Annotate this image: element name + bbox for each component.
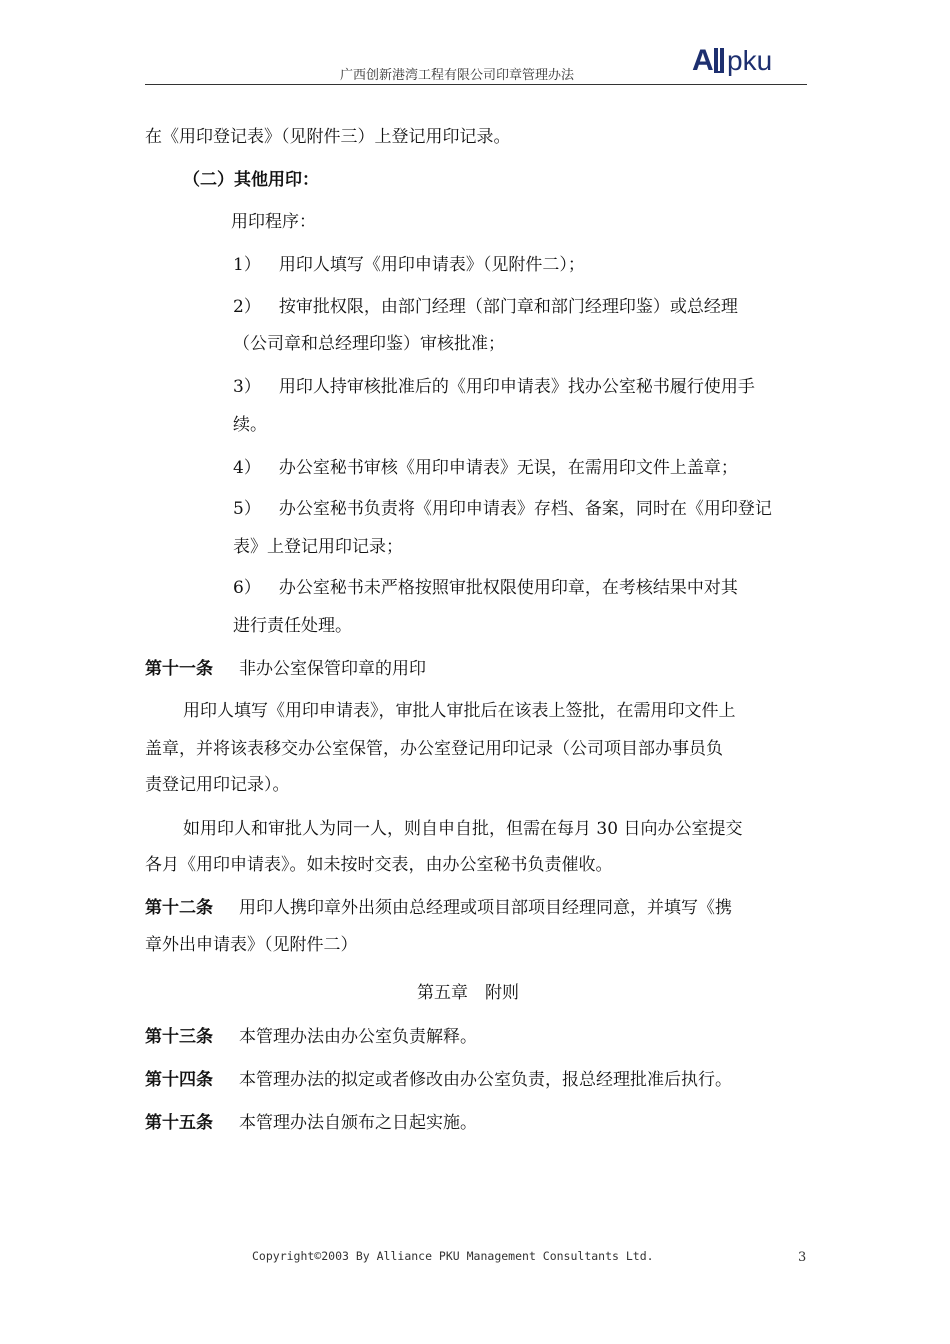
section-heading-other-use: （二）其他用印： [183, 170, 319, 190]
step-5 [233, 499, 772, 519]
logo-letter-a: A [692, 44, 714, 76]
step-6 [233, 578, 738, 598]
step-1 [233, 255, 585, 275]
article-13 [145, 1027, 477, 1047]
step-3-continued: 续。 [233, 415, 267, 435]
step-4 [233, 458, 738, 478]
article-label: 第十二条 [145, 898, 213, 918]
article-text: 本管理办法的拟定或者修改由办公室负责，报总经理批准后执行。 [239, 1070, 732, 1090]
article-11-paragraph-2-line-1: 如用印人和审批人为同一人，则自申自批，但需在每月 30 日向办公室提交 [183, 819, 743, 839]
step-number: 3） [233, 377, 261, 397]
header-rule [145, 84, 807, 85]
article-text: 用印人携印章外出须由总经理或项目部项目经理同意，并填写《携 [239, 898, 732, 918]
logo-bar-2 [720, 48, 724, 71]
step-number: 1） [233, 255, 261, 275]
article-label: 第十四条 [145, 1070, 213, 1090]
article-text: 本管理办法自颁布之日起实施。 [239, 1113, 477, 1133]
step-text: 用印人持审核批准后的《用印申请表》找办公室秘书履行使用手 [278, 377, 755, 397]
logo-text-pku: pku [727, 45, 773, 76]
chapter-5-heading: 第五章 附则 [417, 983, 519, 1003]
article-15 [145, 1113, 477, 1133]
step-text: 办公室秘书负责将《用印申请表》存档、备案，同时在《用印登记 [278, 499, 772, 519]
article-label: 第十一条 [145, 659, 213, 679]
step-text: 办公室秘书未严格按照审批权限使用印章，在考核结果中对其 [278, 578, 738, 598]
step-number: 2） [233, 297, 261, 317]
article-label: 第十三条 [145, 1027, 213, 1047]
logo-bar-1 [714, 48, 718, 71]
article-11-heading [145, 659, 426, 679]
article-11-paragraph-2-line-2: 各月《用印申请表》。如未按时交表，由办公室秘书负责催收。 [145, 855, 613, 875]
procedure-label: 用印程序： [231, 212, 316, 232]
page-number: 3 [798, 1250, 807, 1265]
step-5-continued: 表》上登记用印记录； [233, 537, 403, 557]
alliance-pku-logo [690, 40, 808, 76]
step-text: 办公室秘书审核《用印申请表》无误，在需用印文件上盖章； [278, 458, 738, 478]
step-text: 按审批权限，由部门经理（部门章和部门经理印鉴）或总经理 [278, 297, 738, 317]
step-number: 5） [233, 499, 261, 519]
article-label: 第十五条 [145, 1113, 213, 1133]
article-14 [145, 1070, 732, 1090]
article-11-paragraph-1-line-3: 责登记用印记录）。 [145, 775, 290, 795]
article-12-heading [145, 898, 732, 918]
footer-copyright: Copyright©2003 By Alliance PKU Management Consultants Ltd. [252, 1249, 654, 1263]
step-2 [233, 297, 738, 317]
step-2-continued: （公司章和总经理印鉴）审核批准； [233, 334, 505, 354]
article-11-paragraph-1-line-1: 用印人填写《用印申请表》，审批人审批后在该表上签批，在需用印文件上 [183, 701, 736, 721]
header-title: 广西创新港湾工程有限公司印章管理办法 [340, 68, 575, 83]
step-number: 6） [233, 578, 261, 598]
body-line-registration: 在《用印登记表》（见附件三）上登记用印记录。 [145, 127, 511, 147]
logo-bar-base [714, 71, 724, 73]
article-11-paragraph-1-line-2: 盖章，并将该表移交办公室保管，办公室登记用印记录（公司项目部办事员负 [145, 739, 723, 759]
step-text: 用印人填写《用印申请表》（见附件二）； [278, 255, 585, 275]
step-6-continued: 进行责任处理。 [233, 616, 352, 636]
article-text: 本管理办法由办公室负责解释。 [239, 1027, 477, 1047]
article-12-continued: 章外出申请表》（见附件二） [145, 935, 358, 955]
article-title: 非办公室保管印章的用印 [239, 659, 426, 679]
step-number: 4） [233, 458, 261, 478]
step-3 [233, 377, 755, 397]
